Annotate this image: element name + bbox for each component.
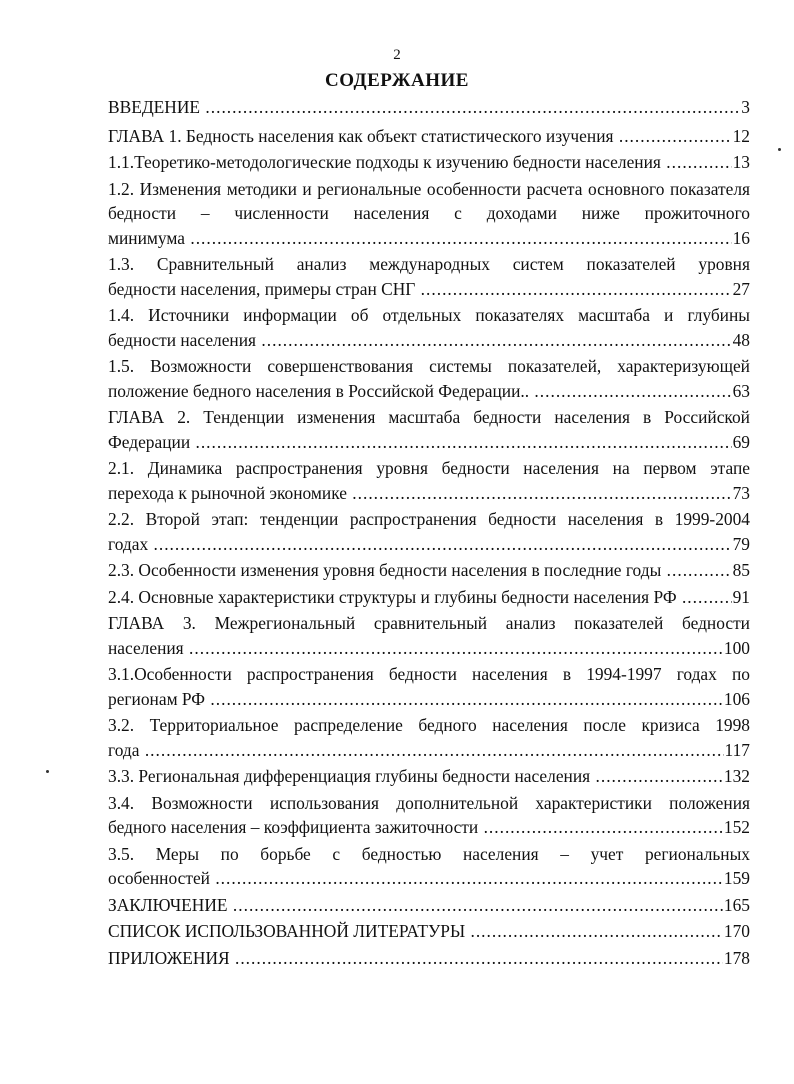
toc-page-number: 106 xyxy=(723,688,750,709)
toc-entry-title: 2.1. Динамика распространения уровня бедности населения на первом этапе xyxy=(108,458,750,478)
toc-entry[interactable] xyxy=(108,662,750,711)
toc-page-number: 48 xyxy=(732,329,750,350)
toc-entry-title-tail: годах ..... xyxy=(108,532,732,557)
toc-entry-title-tail: регионам РФ ..... xyxy=(108,687,723,712)
toc-entry[interactable] xyxy=(108,713,750,762)
toc-entry[interactable] xyxy=(108,842,750,891)
toc-entry-title-tail: ГЛАВА 1. Бедность населения как объект статистического изучения ..... xyxy=(108,124,732,149)
toc-entry-title-tail: населения ..... xyxy=(108,636,723,661)
toc-entry-title-tail: минимума ..... xyxy=(108,226,732,251)
toc-entry-title-tail: Федерации ..... xyxy=(108,430,732,455)
toc-entry[interactable] xyxy=(108,893,750,918)
toc-entry[interactable] xyxy=(108,611,750,660)
toc-entry[interactable] xyxy=(108,177,750,251)
toc-page-number: 152 xyxy=(723,817,750,837)
toc-entry-title-tail: перехода к рыночной экономике ..... xyxy=(108,481,732,506)
toc-page-number: 170 xyxy=(723,921,750,941)
toc-entry-title: 1.4. Источники информации об отдельных показателях масштаба и глубины xyxy=(108,305,750,325)
toc-entry[interactable] xyxy=(108,764,750,789)
toc-page-number: 159 xyxy=(723,868,750,888)
toc-entry[interactable] xyxy=(108,405,750,454)
toc-entry-title: 3.4. Возможности использования дополнительной характеристики положения xyxy=(108,792,750,813)
scan-speck xyxy=(778,148,781,151)
toc-page-number: 79 xyxy=(732,533,750,554)
toc-page-number: 165 xyxy=(723,894,750,915)
toc-entry-title: 1.3. Сравнительный анализ международных систем показателей уровня xyxy=(108,254,750,274)
toc-entry-title-tail: положение бедного населения в Российской Федерации.. ..... xyxy=(108,379,732,404)
toc-entry[interactable] xyxy=(108,919,750,944)
toc-entry-title-tail: года ..... xyxy=(108,738,724,763)
scan-speck xyxy=(46,770,49,773)
toc-entry-title-tail: 3.3. Региональная дифференциация глубины бедности населения ..... xyxy=(108,764,723,789)
toc-page-number: 12 xyxy=(732,125,750,146)
toc-entry-title-tail: бедного населения – коэффициента зажиточности ..... xyxy=(108,815,723,840)
toc-entry-title-tail: бедности населения ..... xyxy=(108,328,732,353)
toc-page-number: 100 xyxy=(723,637,750,658)
toc-entry-title-tail: ЗАКЛЮЧЕНИЕ ..... xyxy=(108,893,723,918)
page-title: СОДЕРЖАНИЕ xyxy=(325,70,469,91)
toc-page-number: 3 xyxy=(741,97,750,117)
toc-entry-title-tail: 2.3. Особенности изменения уровня бедности населения в последние годы ..... xyxy=(108,558,732,583)
toc-entry-title-tail: 2.4. Основные характеристики структуры и глубины бедности населения РФ ..... xyxy=(108,585,732,610)
toc-entry[interactable] xyxy=(108,354,750,403)
toc-entry-title: ГЛАВА 2. Тенденции изменения масштаба бедности населения в Российской xyxy=(108,407,750,427)
toc-entry[interactable] xyxy=(108,456,750,505)
toc-page-number: 85 xyxy=(732,560,750,580)
toc-entry[interactable] xyxy=(108,791,750,840)
toc-entry[interactable] xyxy=(108,150,750,175)
toc-entry-title-tail: ПРИЛОЖЕНИЯ ..... xyxy=(108,946,723,971)
table-of-contents xyxy=(108,95,750,970)
toc-entry-title: ГЛАВА 3. Межрегиональный сравнительный анализ показателей бедности xyxy=(108,613,750,633)
toc-page-number: 63 xyxy=(732,380,750,401)
toc-entry[interactable] xyxy=(108,558,750,583)
toc-entry-title: 2.2. Второй этап: тенденции распространения бедности населения в 1999-2004 xyxy=(108,509,750,529)
toc-entry-title-tail: ВВЕДЕНИЕ ..... xyxy=(108,95,740,120)
toc-entry[interactable] xyxy=(108,585,750,610)
toc-page-number: 27 xyxy=(732,278,750,299)
toc-page-number: 16 xyxy=(732,227,750,248)
toc-entry-title: 3.2. Территориальное распределение бедного населения после кризиса 1998 xyxy=(108,715,750,735)
toc-entry[interactable] xyxy=(108,252,750,301)
toc-entry-title-tail: СПИСОК ИСПОЛЬЗОВАННОЙ ЛИТЕРАТУРЫ ..... xyxy=(108,919,723,944)
toc-entry-title: 3.5. Меры по борьбе с бедностью населения – учет региональных xyxy=(108,843,750,864)
toc-page-number: 132 xyxy=(723,766,750,786)
toc-entry-title: 1.5. Возможности совершенствования системы показателей, характеризующей xyxy=(108,356,750,376)
toc-entry-title-tail: особенностей ..... xyxy=(108,866,723,891)
toc-page-number: 91 xyxy=(732,586,750,607)
toc-entry-title-tail: 1.1.Теоретико-методологические подходы к изучению бедности населения ..... xyxy=(108,150,732,175)
toc-page-number: 69 xyxy=(732,431,750,452)
toc-page-number: 73 xyxy=(732,482,750,503)
toc-page-number: 178 xyxy=(723,947,750,968)
toc-entry[interactable] xyxy=(108,124,750,149)
toc-entry-title: 1.2. Изменения методики и региональные особенности расчета основного показателя бедности – численности населения с доходами ниже прожиточного xyxy=(108,178,750,223)
toc-entry-title-tail: бедности населения, примеры стран СНГ ..... xyxy=(108,277,732,302)
toc-entry[interactable] xyxy=(108,95,750,120)
toc-entry[interactable] xyxy=(108,946,750,971)
toc-page-number: 117 xyxy=(724,739,750,760)
toc-page-number: 13 xyxy=(732,152,750,172)
toc-entry-title: 3.1.Особенности распространения бедности населения в 1994-1997 годах по xyxy=(108,664,750,684)
toc-entry[interactable] xyxy=(108,507,750,556)
toc-entry[interactable] xyxy=(108,303,750,352)
page-number: 2 xyxy=(393,47,401,63)
